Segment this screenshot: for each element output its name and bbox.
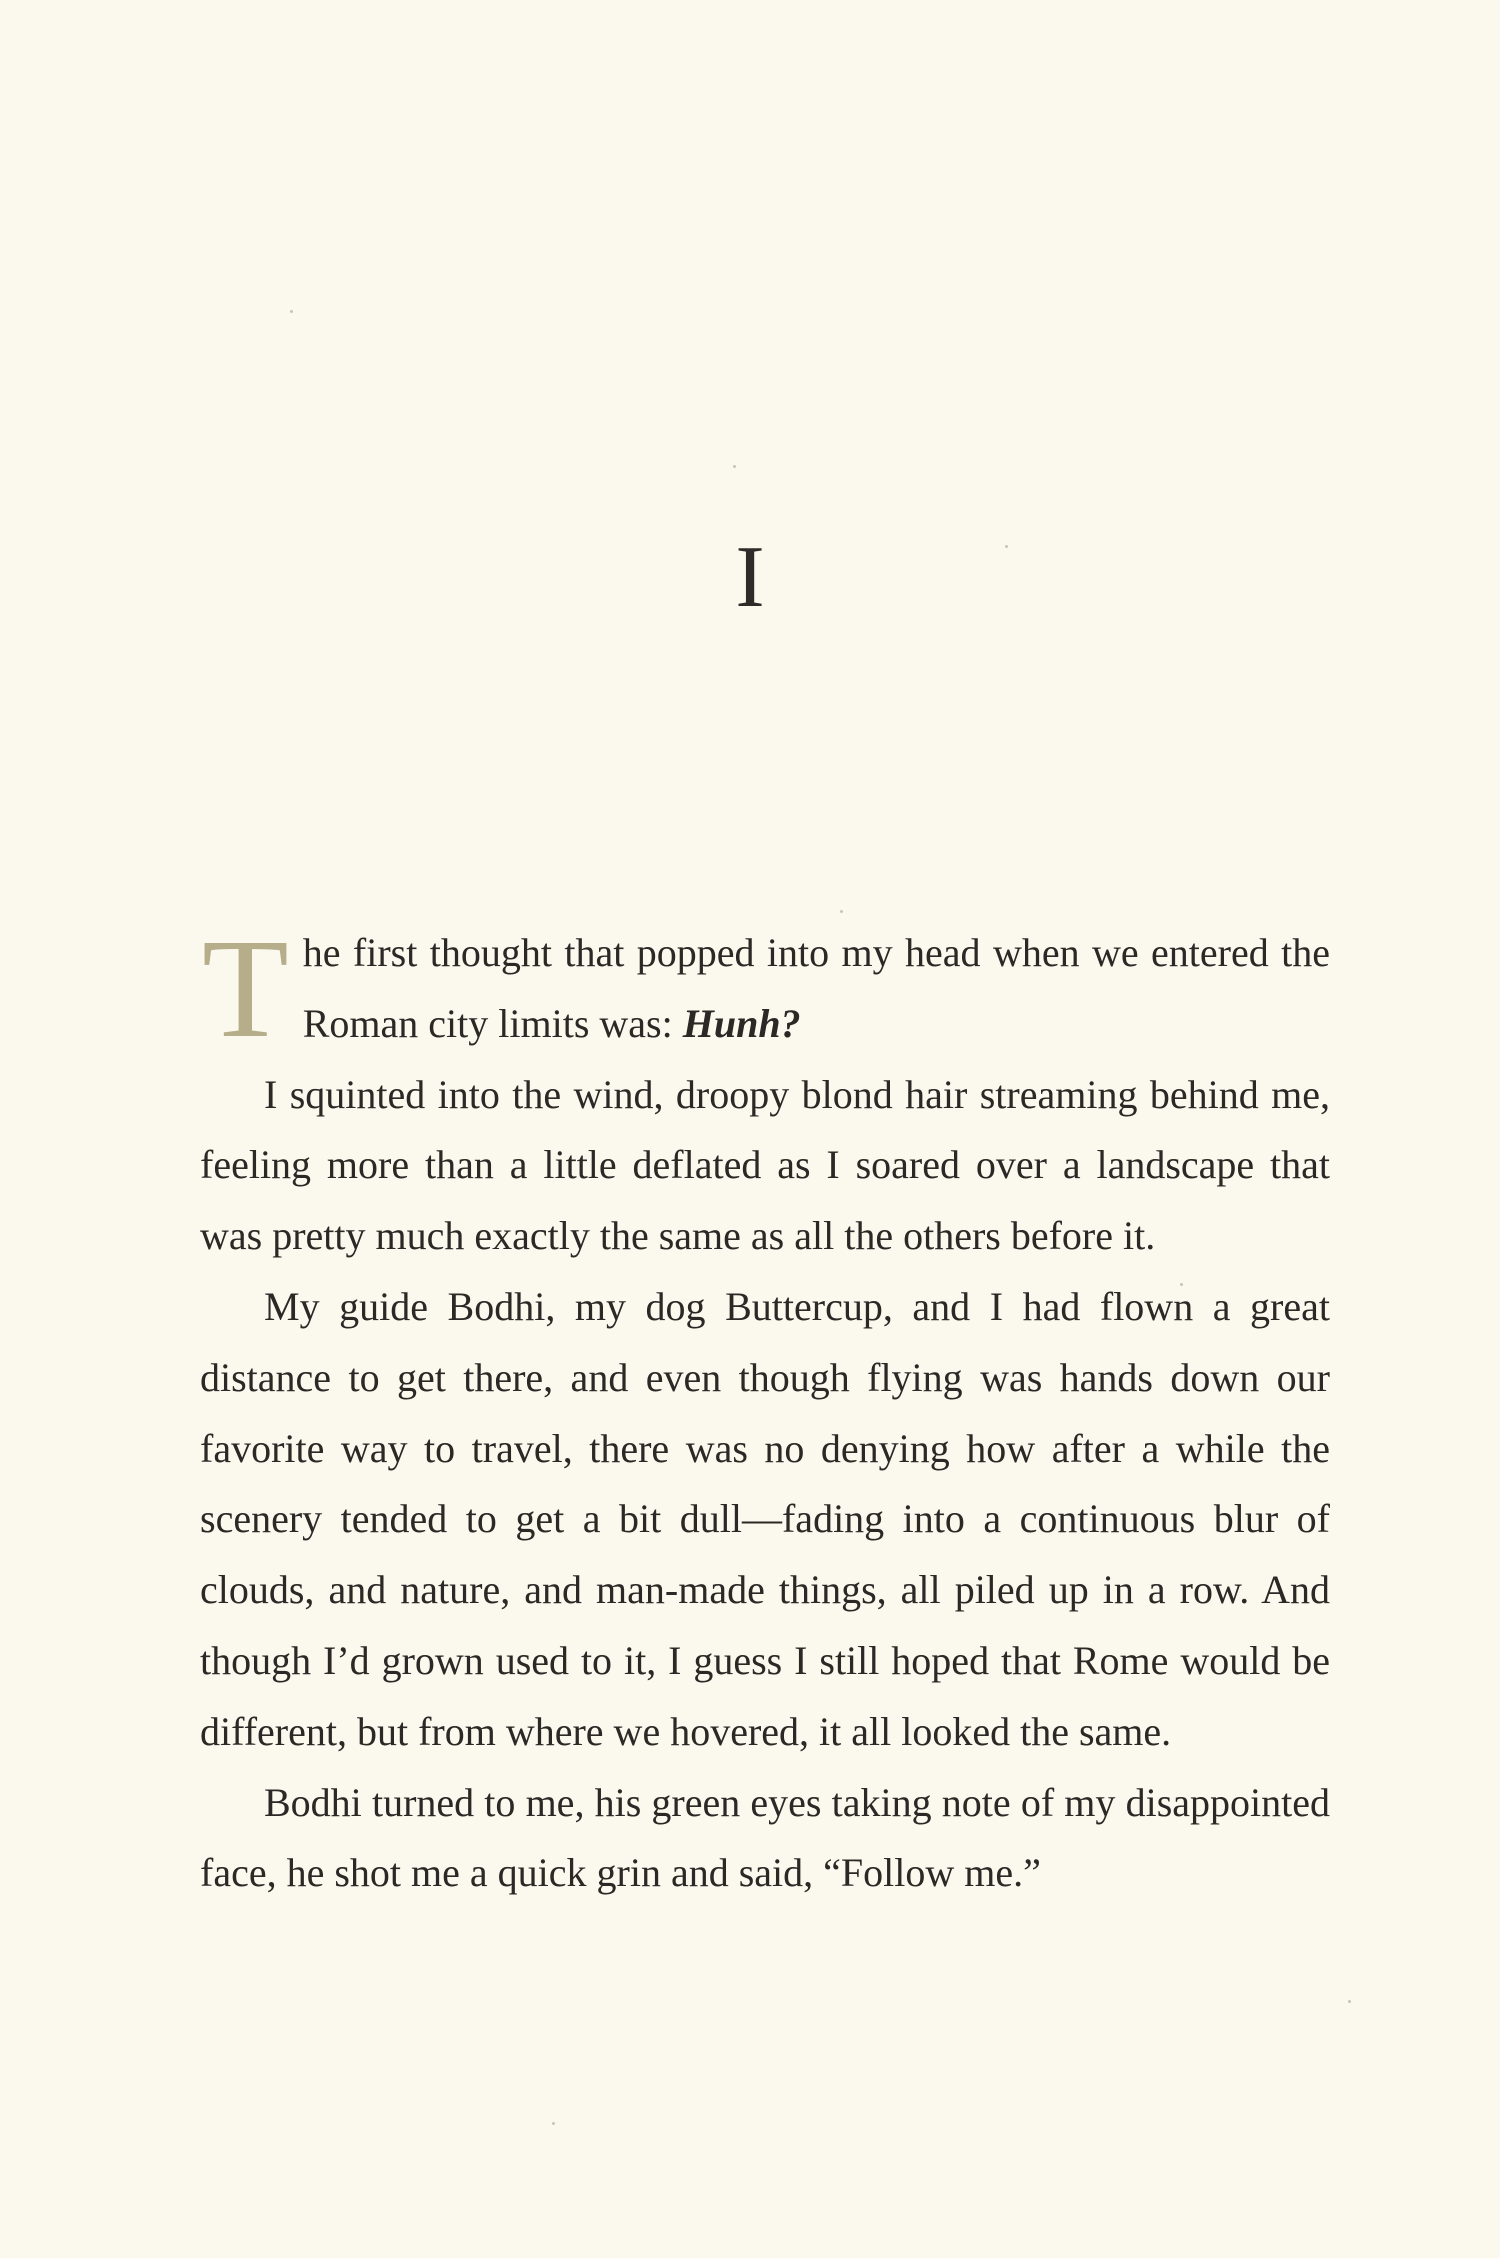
emphasized-text: Hunh? bbox=[682, 1000, 801, 1046]
paper-speck bbox=[840, 910, 843, 913]
paragraph: My guide Bodhi, my dog Buttercup, and I had flown a great distance to get there, and even though flying was hands down our favorite way to travel, there was no denying how after a while the scenery tended to get a bit dull—fading into a continuous blur of clouds, and nature, and man-made things, all piled up in a row. And though I’d grown used to it, I guess I still hoped that Rome would be different, but from where we hovered, it all looked the same. bbox=[200, 1283, 1330, 1754]
paper-speck bbox=[552, 2122, 555, 2125]
paragraph: I squinted into the wind, droopy blond hair streaming behind me, feeling more than a little deflated as I soared over a landscape that was pretty much exactly the same as all the others before it. bbox=[200, 1071, 1330, 1259]
paragraph-text: he first thought that popped into my head when we entered the Roman city limits was: bbox=[302, 930, 1330, 1046]
paper-speck bbox=[1348, 2000, 1351, 2003]
chapter-body bbox=[200, 909, 1330, 1909]
drop-cap: T bbox=[202, 909, 289, 1067]
opening-paragraph bbox=[200, 909, 1330, 1067]
paper-speck bbox=[733, 465, 736, 468]
paper-speck bbox=[290, 310, 293, 313]
chapter-number: I bbox=[735, 529, 765, 626]
paragraph: Bodhi turned to me, his green eyes taking note of my disappointed face, he shot me a quick grin and said, “Follow me.” bbox=[200, 1779, 1330, 1896]
